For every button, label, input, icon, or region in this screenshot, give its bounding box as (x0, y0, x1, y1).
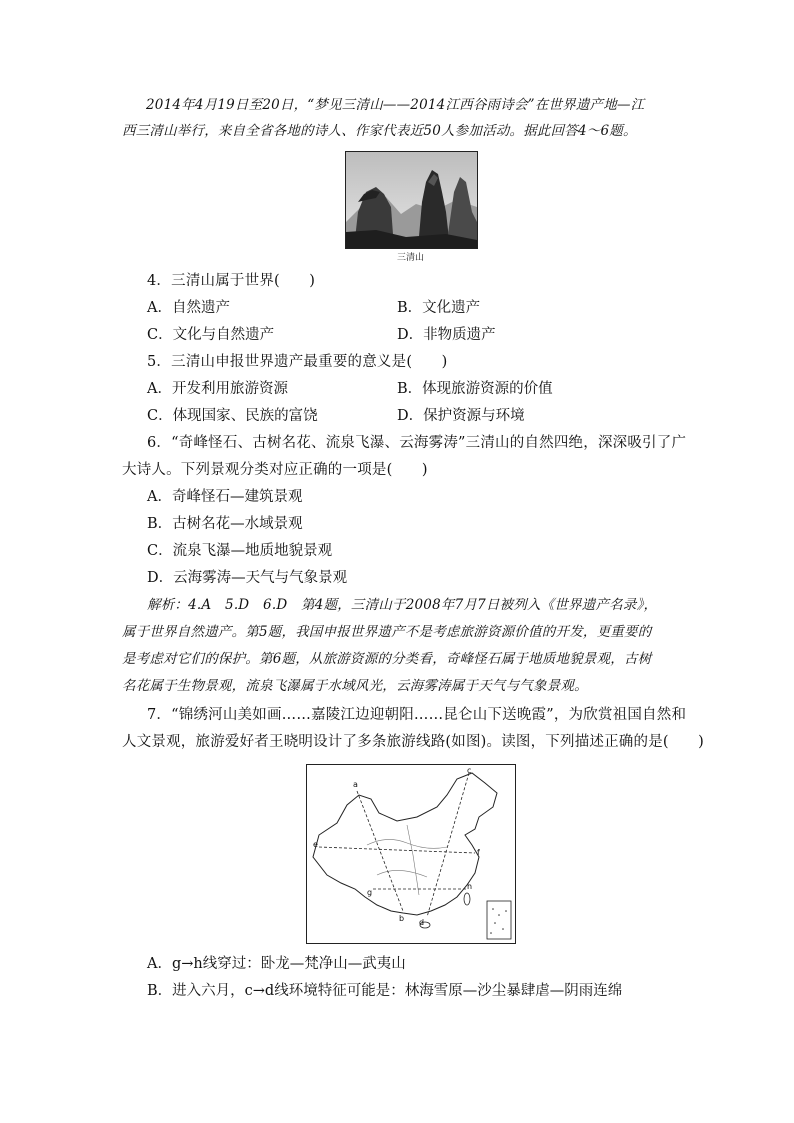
q6-stem-line-1: 6．“奇峰怪石、古树名花、流泉飞瀑、云海雾涛”三清山的自然四绝，深深吸引了广 (147, 435, 687, 451)
intro-line-2: 西三清山举行，来自全省各地的诗人、作家代表近50人参加活动。据此回答4～6题。 (122, 123, 637, 139)
map-label-e: e (313, 840, 318, 849)
q6-option-a: A．奇峰怪石—建筑景观 (147, 489, 303, 505)
q7-stem-line-1: 7．“锦绣河山美如画……嘉陵江边迎朝阳……昆仑山下送晚霞”，为欣赏祖国自然和 (147, 707, 687, 723)
map-label-c: c (467, 766, 472, 775)
q4-stem: 4．三清山属于世界( ) (147, 273, 316, 289)
q4-option-c: C．文化与自然遗产 (147, 327, 275, 343)
map-label-d: d (419, 918, 425, 927)
map-label-a: a (353, 780, 358, 789)
analysis-line-2: 属于世界自然遗产。第5题，我国申报世界遗产不是考虑旅游资源价值的开发，更重要的 (122, 624, 652, 640)
q7-option-b: B．进入六月，c→d线环境特征可能是：林海雪原—沙尘暴肆虐—阴雨连绵 (147, 983, 623, 999)
intro-line-1: 2014年4月19日至20日，“梦见三清山——2014江西谷雨诗会”在世界遗产地—江 (146, 97, 645, 113)
q6-option-d: D．云海雾涛—天气与气象景观 (147, 570, 348, 586)
q4-option-a: A．自然遗产 (147, 300, 230, 316)
q5-option-b: B．体现旅游资源的价值 (397, 381, 553, 397)
q6-option-b: B．古树名花—水域景观 (147, 516, 303, 532)
q5-option-a: A．开发利用旅游资源 (147, 381, 288, 397)
q4-option-b: B．文化遗产 (397, 300, 481, 316)
sanqingshan-photo (345, 151, 478, 249)
analysis-line-1: 解析：4.A 5.D 6.D 第4题，三清山于2008年7月7日被列入《世界遗产名录》， (147, 597, 658, 613)
q5-option-d: D．保护资源与环境 (397, 408, 525, 424)
q5-option-c: C．体现国家、民族的富饶 (147, 408, 318, 424)
map-label-b: b (399, 914, 405, 923)
q7-stem-line-2: 人文景观，旅游爱好者王晓明设计了多条旅游线路(如图)。读图，下列描述正确的是( ) (122, 734, 705, 750)
map-label-h: h (467, 882, 473, 891)
map-label-f: f (477, 848, 480, 857)
analysis-line-4: 名花属于生物景观，流泉飞瀑属于水域风光，云海雾涛属于天气与气象景观。 (122, 678, 588, 694)
q6-stem-line-2: 大诗人。下列景观分类对应正确的一项是( ) (122, 462, 428, 478)
q7-option-a: A．g→h线穿过：卧龙—梵净山—武夷山 (147, 956, 406, 972)
analysis-line-3: 是考虑对它们的保护。第6题，从旅游资源的分类看，奇峰怪石属于地质地貌景观，古树 (122, 651, 652, 667)
map-label-g: g (367, 888, 373, 897)
q4-option-d: D．非物质遗产 (397, 327, 496, 343)
photo-caption: 三清山 (396, 253, 424, 263)
china-route-map (306, 764, 516, 944)
q6-option-c: C．流泉飞瀑—地质地貌景观 (147, 543, 333, 559)
q5-stem: 5．三清山申报世界遗产最重要的意义是( ) (147, 354, 448, 370)
